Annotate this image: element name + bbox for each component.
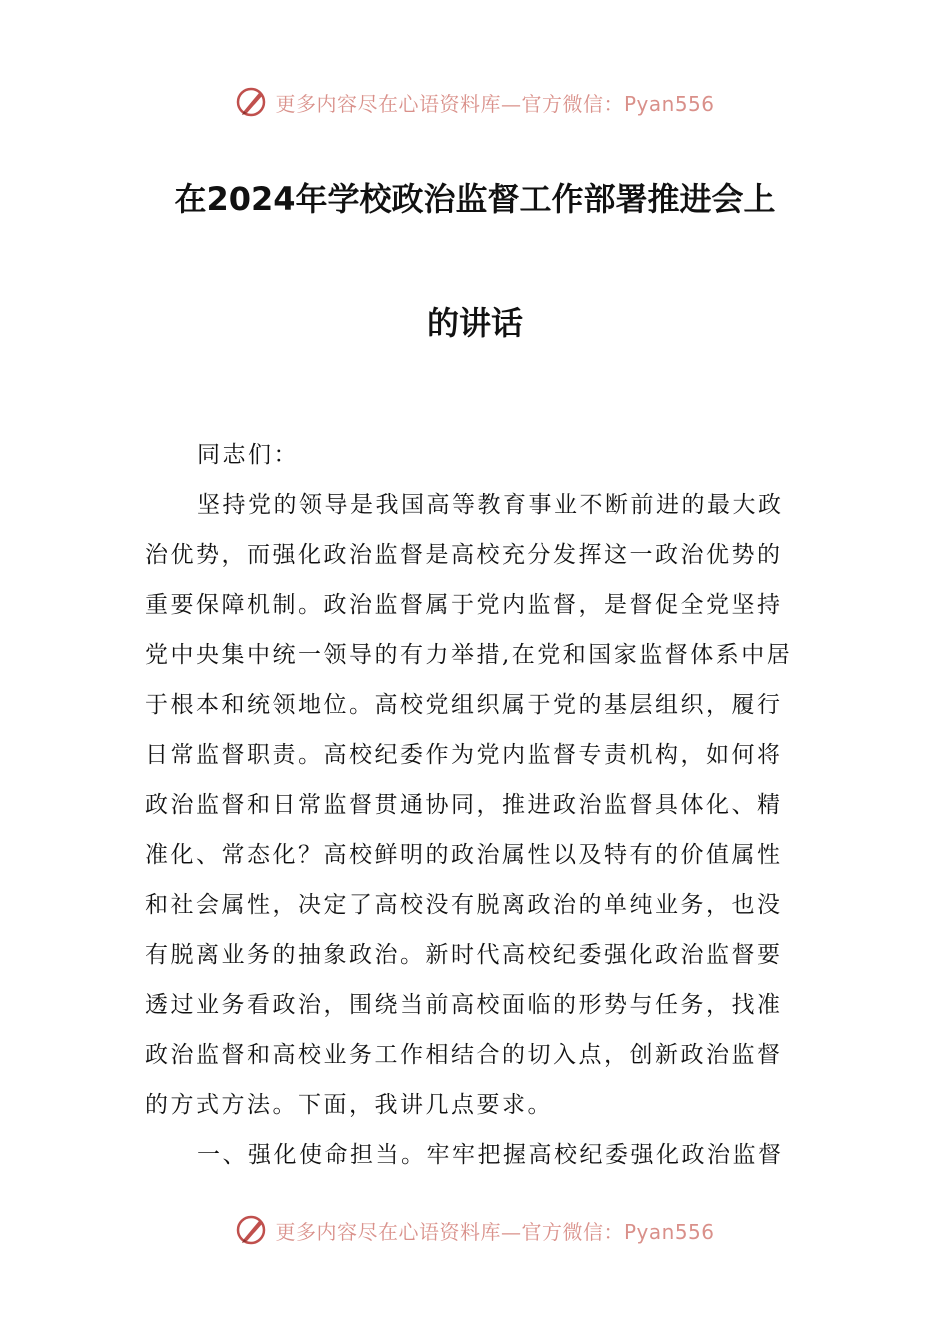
pen-circle-logo-icon: [235, 85, 269, 119]
pen-circle-logo-icon: [235, 1213, 269, 1247]
speech-body: [145, 430, 807, 1180]
header-watermark-banner: [0, 82, 950, 122]
wechat-id: Pyan556: [623, 1219, 715, 1244]
document-title-line-1: 在2024年学校政治监督工作部署推进会上: [174, 180, 776, 218]
document-title-line-2: 的讲话: [426, 304, 523, 342]
wechat-id: Pyan556: [623, 91, 715, 116]
paragraph-section-one: 一、强化使命担当。牢牢把握高校纪委强化政治监督: [197, 1142, 784, 1168]
footer-watermark-banner: [0, 1210, 950, 1250]
paragraph-intro: 坚持党的领导是我国高等教育事业不断前进的最大政治优势，而强化政治监督是高校充分发挥这一政治优势的重要保障机制。政治监督属于党内监督，是督促全党坚持党中央集中统一领导的有力举措,在党和国家监督体系中居于根本和统领地位。高校党组织属于党的基层组织，履行日常监督职责。高校纪委作为党内监督专责机构，如何将政治监督和日常监督贯通协同，推进政治监督具体化、精准化、常态化？高校鲜明的政治属性以及特有的价值属性和社会属性，决定了高校没有脱离政治的单纯业务，也没有脱离业务的抽象政治。新时代高校纪委强化政治监督要透过业务看政治，围绕当前高校面临的形势与任务，找准政治监督和高校业务工作相结合的切入点，创新政治监督的方式方法。下面，我讲几点要求。: [145, 492, 793, 1118]
watermark-text: 更多内容尽在心语资料库—官方微信：Pyan556: [275, 1219, 715, 1244]
salutation: 同志们：: [197, 442, 299, 468]
watermark-text: 更多内容尽在心语资料库—官方微信：Pyan556: [275, 91, 715, 116]
